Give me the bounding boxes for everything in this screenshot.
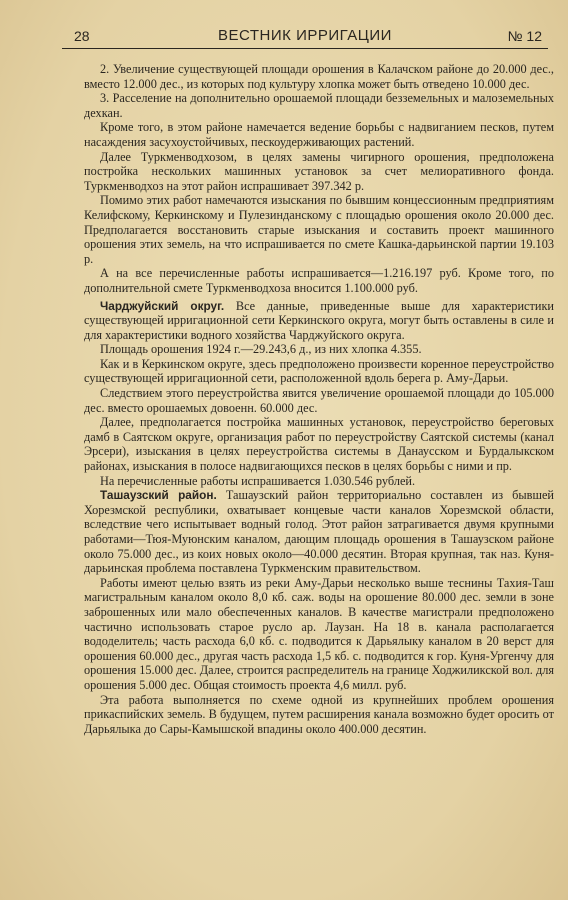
paragraph: 2. Увеличение существующей площади орошения в Калачском районе до 20.000 дес., вместо 12.000 дес., из которых под культуру хлопка может быть отведено 10.000 дес.: [84, 62, 554, 91]
issue-number: № 12: [507, 28, 542, 44]
paragraph: Следствием этого переустройства явится увеличение орошаемой площади до 105.000 дес. вместо орошаемых довоенн. 60.000 дес.: [84, 386, 554, 415]
paragraph: 3. Расселение на дополнительно орошаемой площади безземельных и малоземельных дехкан.: [84, 91, 554, 120]
paragraph: Как и в Керкинском округе, здесь предположено произвести коренное переустройство существующей ирригационной сети, расположенной вдоль берега р. Аму-Дарьи.: [84, 356, 554, 386]
paragraph: Эта работа выполняется по схеме одной из крупнейших проблем орошения прикаспийских земель. В будущем, путем расширения канала возможно будет оросить от Дарьялыка до Сары-Камышской впадины около 400.000 десятин.: [84, 692, 554, 736]
paragraph: Работы имеют целью взять из реки Аму-Дарьи несколько выше теснины Тахия-Таш магистральным каналом около 8,0 кб. саж. воды на орошение 80.000 дес. земли в зоне заброшенных или мало обеспеченных каналов. В качестве магистрали предположено частично использовать старое русло ар. Лаузан. На 18 в. канала располагается вододелитель; часть расхода 6,0 кб. с. подводится к Дарьялыку каналом в 20 верст для орошения 60.000 дес., другая часть расхода 1,5 кб. с. подводится к гор. Куня-Ургенчу для орошения 15.000 дес. Далее, строится распределитель на границе Ходжиликской вол. для орошения 5.000 дес. Общая стоимость проекта 4,6 милл. руб.: [84, 575, 554, 692]
paragraph: Чарджуйский округ. Все данные, приведенные выше для характеристики существующей ирригационной сети Керкинского округа, могут быть оставлены в силе и для характеристики водного хозяйства Чарджуйского округа.: [84, 298, 555, 342]
page-header: [62, 22, 548, 49]
paragraph: Площадь орошения 1924 г.—29.243,6 д., из них хлопка 4.355.: [100, 342, 422, 357]
paragraph: Помимо этих работ намечаются изыскания по бывшим концессионным предприятиям Келифскому, Керкинскому и Пулезинданскому с площадью орошения около 20.000 дес. Предполагается восстановить старые изыскания и составить проект машинного орошения этих земель, на что испрашивается по смете Кашка-дарьинской партии 19.103 р.: [84, 193, 554, 266]
paragraph: Далее Туркменводхозом, в целях замены чигирного орошения, предположена постройка нескольких машинных установок за счет мелиоративного фонда. Туркменводхоз на этот район испрашивает 397.342 р.: [84, 149, 554, 193]
paragraph: Ташаузский район. Ташаузский район территориально составлен из бывшей Хорезмской республики, охватывает концевые части каналов Хорезмской области, вследствие чего испытывает водный голод. Этот район затрагивается двумя крупными работами—Тюя-Муюнским каналом, дающим площадь орошения в Ташаузском районе около 75.000 дес., из коих новых около—40.000 десятин. Вторая крупная, так наз. Куня-дарьинская проблема поставлена Туркменским правительством.: [84, 488, 554, 576]
paragraph: А на все перечисленные работы испрашивается—1.216.197 руб. Кроме того, по дополнительной смете Туркменводхоза вносится 1.100.000 руб.: [84, 266, 554, 295]
paragraph: Далее, предполагается постройка машинных установок, переустройство береговых дамб в Саятском округе, организация работ по переустройству Саятской системы (канал Эрсери), изыскания в целях переустройства системы в Данаусском и Бурдалыкском районах, изыскания в полосе надвигающихся песков в целях борьбы с ними и пр.: [84, 415, 554, 474]
journal-title: ВЕСТНИК ИРРИГАЦИИ: [218, 27, 392, 44]
paragraph: Кроме того, в этом районе намечается ведение борьбы с надвиганием песков, путем насаждения засухоустойчивых, пескоудерживающих растений.: [84, 120, 554, 149]
section-heading: Ташаузский район.: [100, 488, 217, 503]
article-body: [84, 62, 554, 736]
section-heading: Чарджуйский округ.: [100, 298, 225, 313]
page-number: 28: [74, 28, 90, 44]
paragraph: На перечисленные работы испрашивается 1.030.546 рублей.: [100, 473, 416, 488]
